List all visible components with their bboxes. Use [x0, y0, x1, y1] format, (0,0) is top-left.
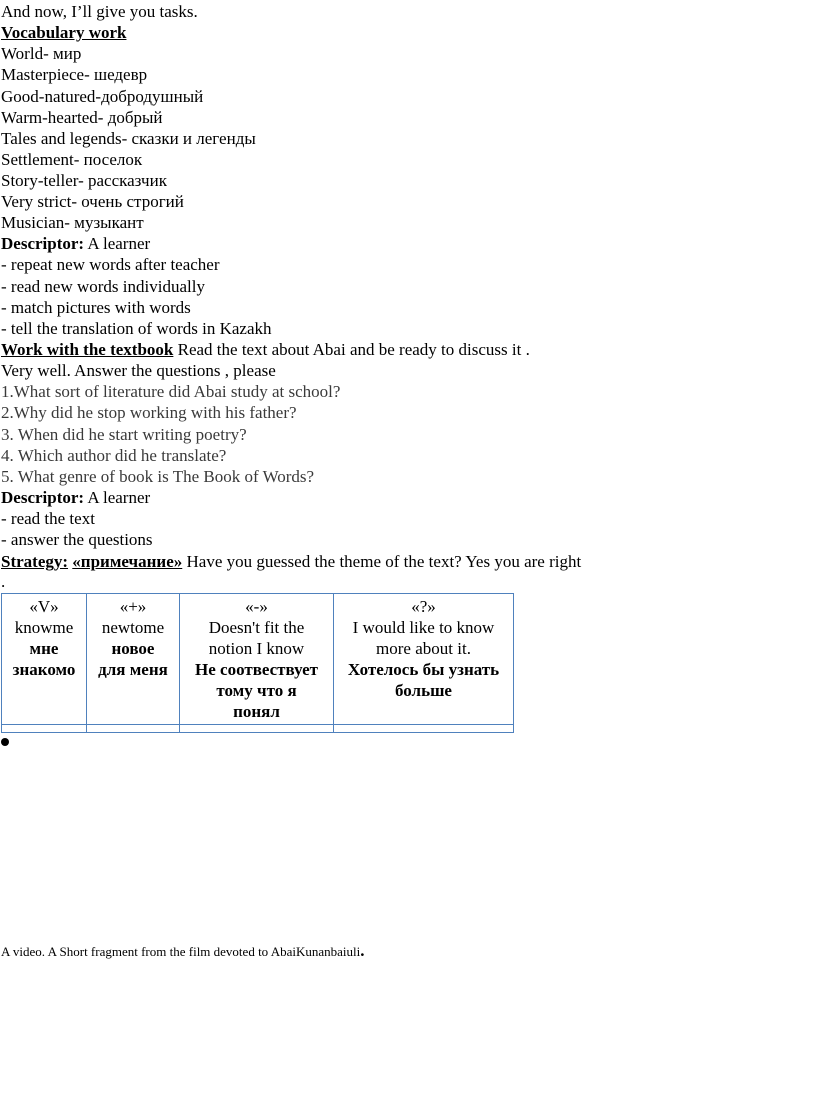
column-symbol: «+» — [119, 597, 147, 616]
vocabulary-heading: Vocabulary work — [1, 23, 127, 42]
descriptor-line — [1, 233, 150, 254]
column-english: I would like to know — [352, 618, 495, 637]
table-cell-empty — [87, 725, 180, 733]
table-cell-empty — [180, 725, 334, 733]
descriptor-label: Descriptor: — [1, 488, 85, 507]
strategy-line — [1, 551, 581, 572]
column-russian: Хотелось бы узнать — [347, 660, 500, 679]
descriptor-item: - repeat new words after teacher — [1, 255, 220, 274]
column-russian: понял — [233, 702, 280, 721]
column-english: newtome — [101, 618, 165, 637]
textbook-line — [1, 339, 530, 360]
questions-prompt: Very well. Answer the questions , please — [1, 361, 276, 380]
column-symbol: «?» — [411, 597, 436, 616]
strategy-trailing: . — [1, 572, 6, 591]
table-row-empty — [2, 725, 514, 733]
column-russian: тому что я — [216, 681, 297, 700]
video-caption-text: A video. A Short fragment from the film devoted to AbaiKunanbaiuli — [1, 944, 361, 959]
column-russian: новое — [111, 639, 155, 658]
question-item: 2.Why did he stop working with his father? — [1, 403, 297, 422]
column-symbol: «-» — [245, 597, 268, 616]
descriptor-item: - tell the translation of words in Kazakh — [1, 319, 272, 338]
descriptor-item: - read the text — [1, 509, 95, 528]
descriptor-label: Descriptor: — [1, 234, 85, 253]
table-cell-contradicts — [180, 594, 334, 725]
vocab-item: Story-teller- рассказчик — [1, 171, 167, 190]
question-item: 3. When did he start writing poetry? — [1, 425, 247, 444]
descriptor-item: - match pictures with words — [1, 298, 191, 317]
descriptor-item: - read new words individually — [1, 277, 205, 296]
descriptor-line — [1, 487, 150, 508]
strategy-name: «примечание» — [72, 552, 183, 571]
question-item: 5. What genre of book is The Book of Words? — [1, 467, 315, 486]
column-english: Doesn't fit the — [208, 618, 305, 637]
column-english: notion I know — [208, 639, 305, 658]
column-russian: для меня — [98, 660, 168, 679]
vocab-item: Musician- музыкант — [1, 213, 144, 232]
column-russian: знакомо — [12, 660, 76, 679]
textbook-heading: Work with the textbook — [1, 340, 174, 359]
textbook-text: Read the text about Abai and be ready to discuss it . — [173, 340, 530, 359]
video-caption — [1, 942, 365, 961]
column-russian: больше — [395, 681, 452, 700]
column-symbol: «V» — [29, 597, 59, 616]
table-cell-known — [2, 594, 87, 725]
video-caption-dot: . — [360, 941, 365, 960]
question-item: 1.What sort of literature did Abai study at school? — [1, 382, 341, 401]
column-russian: мне — [29, 639, 59, 658]
vocab-item: World- мир — [1, 44, 82, 63]
vocab-item: Very strict- очень строгий — [1, 192, 184, 211]
insert-marking-table — [1, 593, 514, 733]
table-cell-question — [334, 594, 514, 725]
table-cell-empty — [2, 725, 87, 733]
table-row — [2, 594, 514, 725]
vocab-item: Good-natured-добродушный — [1, 87, 204, 106]
intro-line: And now, I’ll give you tasks. — [1, 2, 198, 21]
vocab-item: Masterpiece- шедевр — [1, 65, 148, 84]
descriptor-text: A learner — [84, 488, 151, 507]
descriptor-text: A learner — [84, 234, 151, 253]
column-russian: Не соотвествует — [195, 660, 318, 679]
bullet-dot-icon — [1, 738, 9, 746]
table-cell-new — [87, 594, 180, 725]
descriptor-item: - answer the questions — [1, 530, 153, 549]
vocab-item: Settlement- поселок — [1, 150, 143, 169]
column-english: knowme — [14, 618, 74, 637]
vocab-item: Tales and legends- сказки и легенды — [1, 129, 256, 148]
strategy-text: Have you guessed the theme of the text? Yes you are right — [182, 552, 582, 571]
question-item: 4. Which author did he translate? — [1, 446, 227, 465]
table-cell-empty — [334, 725, 514, 733]
column-english: more about it. — [376, 639, 471, 658]
strategy-label: Strategy: — [1, 552, 69, 571]
vocab-item: Warm-hearted- добрый — [1, 108, 163, 127]
